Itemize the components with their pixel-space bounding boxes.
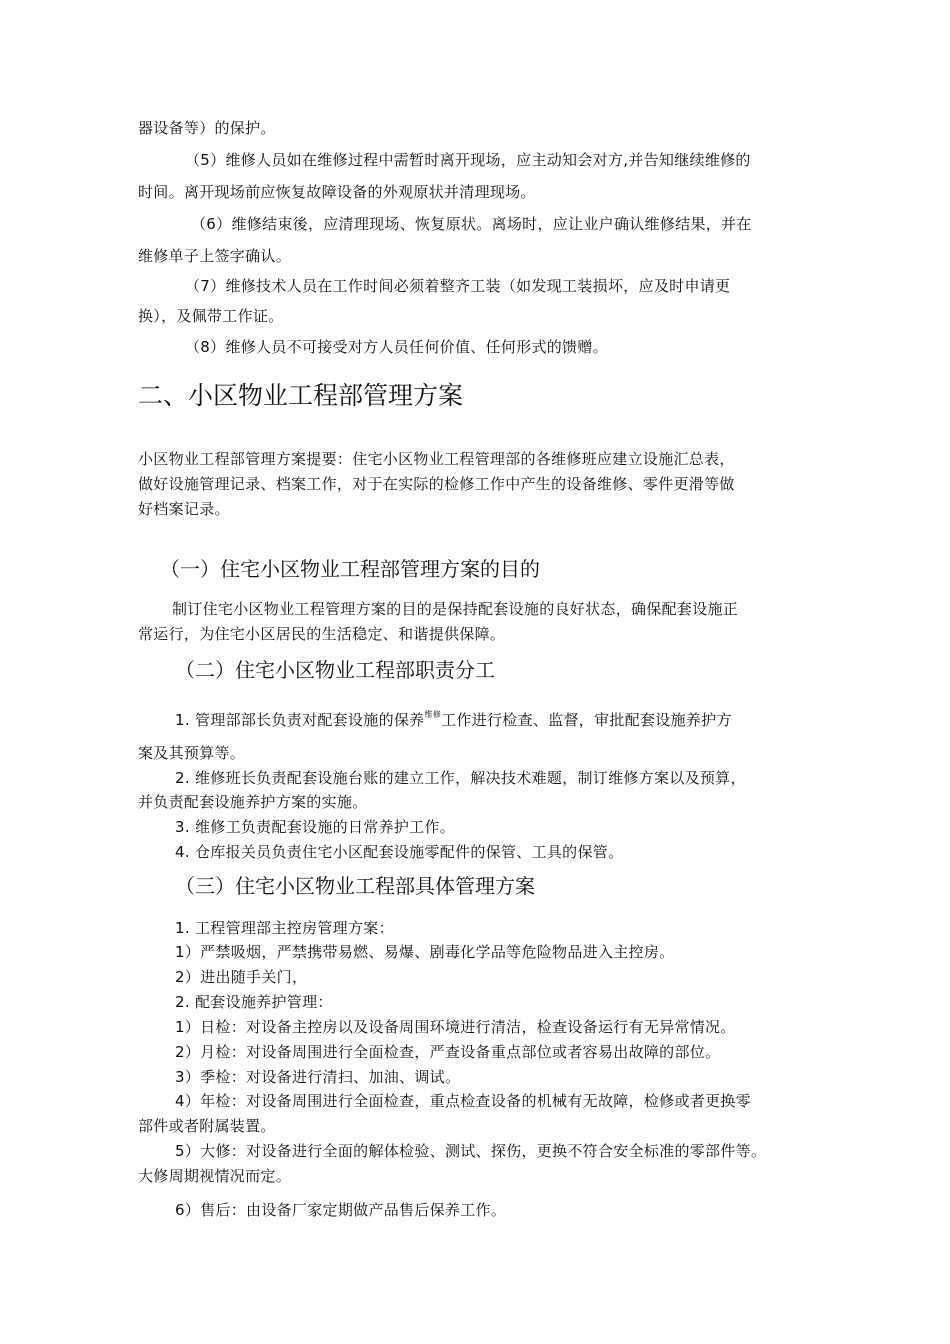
list-item: 1）日检：对设备主控房以及设备周围环境进行清洁，检查设备运行有无异常情况。 [175,1018,736,1036]
list-item: 1. 工程管理部主控房管理方案： [175,919,394,937]
superscript-note: 维修 [424,710,442,719]
paragraph-line: 好档案记录。 [138,500,230,518]
paragraph-line: 常运行，为住宅小区居民的生活稳定、和谐提供保障。 [138,625,506,643]
list-item: 并负责配套设施养护方案的实施。 [138,793,368,811]
list-item: 1）严禁吸烟，严禁携带易燃、易爆、剧毒化学品等危险物品进入主控房。 [175,943,675,961]
paragraph-line: 制订住宅小区物业工程管理方案的目的是保持配套设施的良好状态，确保配套设施正 [172,600,739,618]
paragraph-line: 时间。离开现场前应恢复故障设备的外观原状并清理现场。 [138,183,536,201]
paragraph-line: 器设备等）的保护。 [138,119,276,137]
list-item: 2. 配套设施养护管理： [175,993,333,1011]
paragraph-line: （8）维修人员不可接受对方人员任何价值、任何形式的馈赠。 [185,338,608,356]
paragraph-line: 做好设施管理记录、档案工作，对于在实际的检修工作中产生的设备维修、零件更滑等做 [138,475,735,493]
list-item: 2）进出随手关门， [175,968,308,986]
paragraph-line: 小区物业工程部管理方案提要：住宅小区物业工程管理部的各维修班应建立设施汇总表， [138,450,735,468]
paragraph-line: 换），及佩带工作证。 [138,307,284,325]
subsection-heading: （二）住宅小区物业工程部职责分工 [175,658,495,682]
list-item: 案及其预算等。 [138,744,246,762]
paragraph-line: （7）维修技术人员在工作时间必须着整齐工装（如发现工装损坏，应及时申请更 [185,277,731,295]
paragraph-line: （5）维修人员如在维修过程中需暂时离开现场，应主动知会对方,并告知继续维修的 [185,151,751,169]
list-item: 大修周期视情况而定。 [138,1167,292,1185]
list-item: 6）售后：由设备厂家定期做产品售后保养工作。 [175,1201,507,1219]
list-item: 3）季检：对设备进行清扫、加油、调试。 [175,1068,461,1086]
list-item: 2）月检：对设备周围进行全面检查，严查设备重点部位或者容易出故障的部位。 [175,1043,721,1061]
list-item: 5）大修：对设备进行全面的解体检验、测试、探伤，更换不符合安全标准的零部件等。 [175,1142,767,1160]
list-item: 2. 维修班长负责配套设施台账的建立工作，解决技术难题，制订维修方案以及预算， [175,769,746,787]
list-item-text: 1. 管理部部长负责对配套设施的保养 [175,711,425,729]
list-item [175,710,732,730]
list-item: 4. 仓库报关员负责住宅小区配套设施零配件的保管、工具的保管。 [175,843,624,861]
list-item-text: 工作进行检查、监督，审批配套设施养护方 [441,711,732,729]
list-item: 4）年检：对设备周围进行全面检查，重点检查设备的机械有无故障，检修或者更换零 [175,1092,751,1110]
list-item: 部件或者附属装置。 [138,1117,276,1135]
subsection-heading: （一）住宅小区物业工程部管理方案的目的 [160,557,540,581]
section-heading: 二、小区物业工程部管理方案 [138,381,464,410]
list-item: 3. 维修工负责配套设施的日常养护工作。 [175,818,456,836]
subsection-heading: （三）住宅小区物业工程部具体管理方案 [175,874,535,898]
paragraph-line: 维修单子上签字确认。 [138,247,292,265]
paragraph-line: （6）维修结束後，应清理现场、恢复原状。离场时，应让业户确认维修结果，并在 [191,215,752,233]
